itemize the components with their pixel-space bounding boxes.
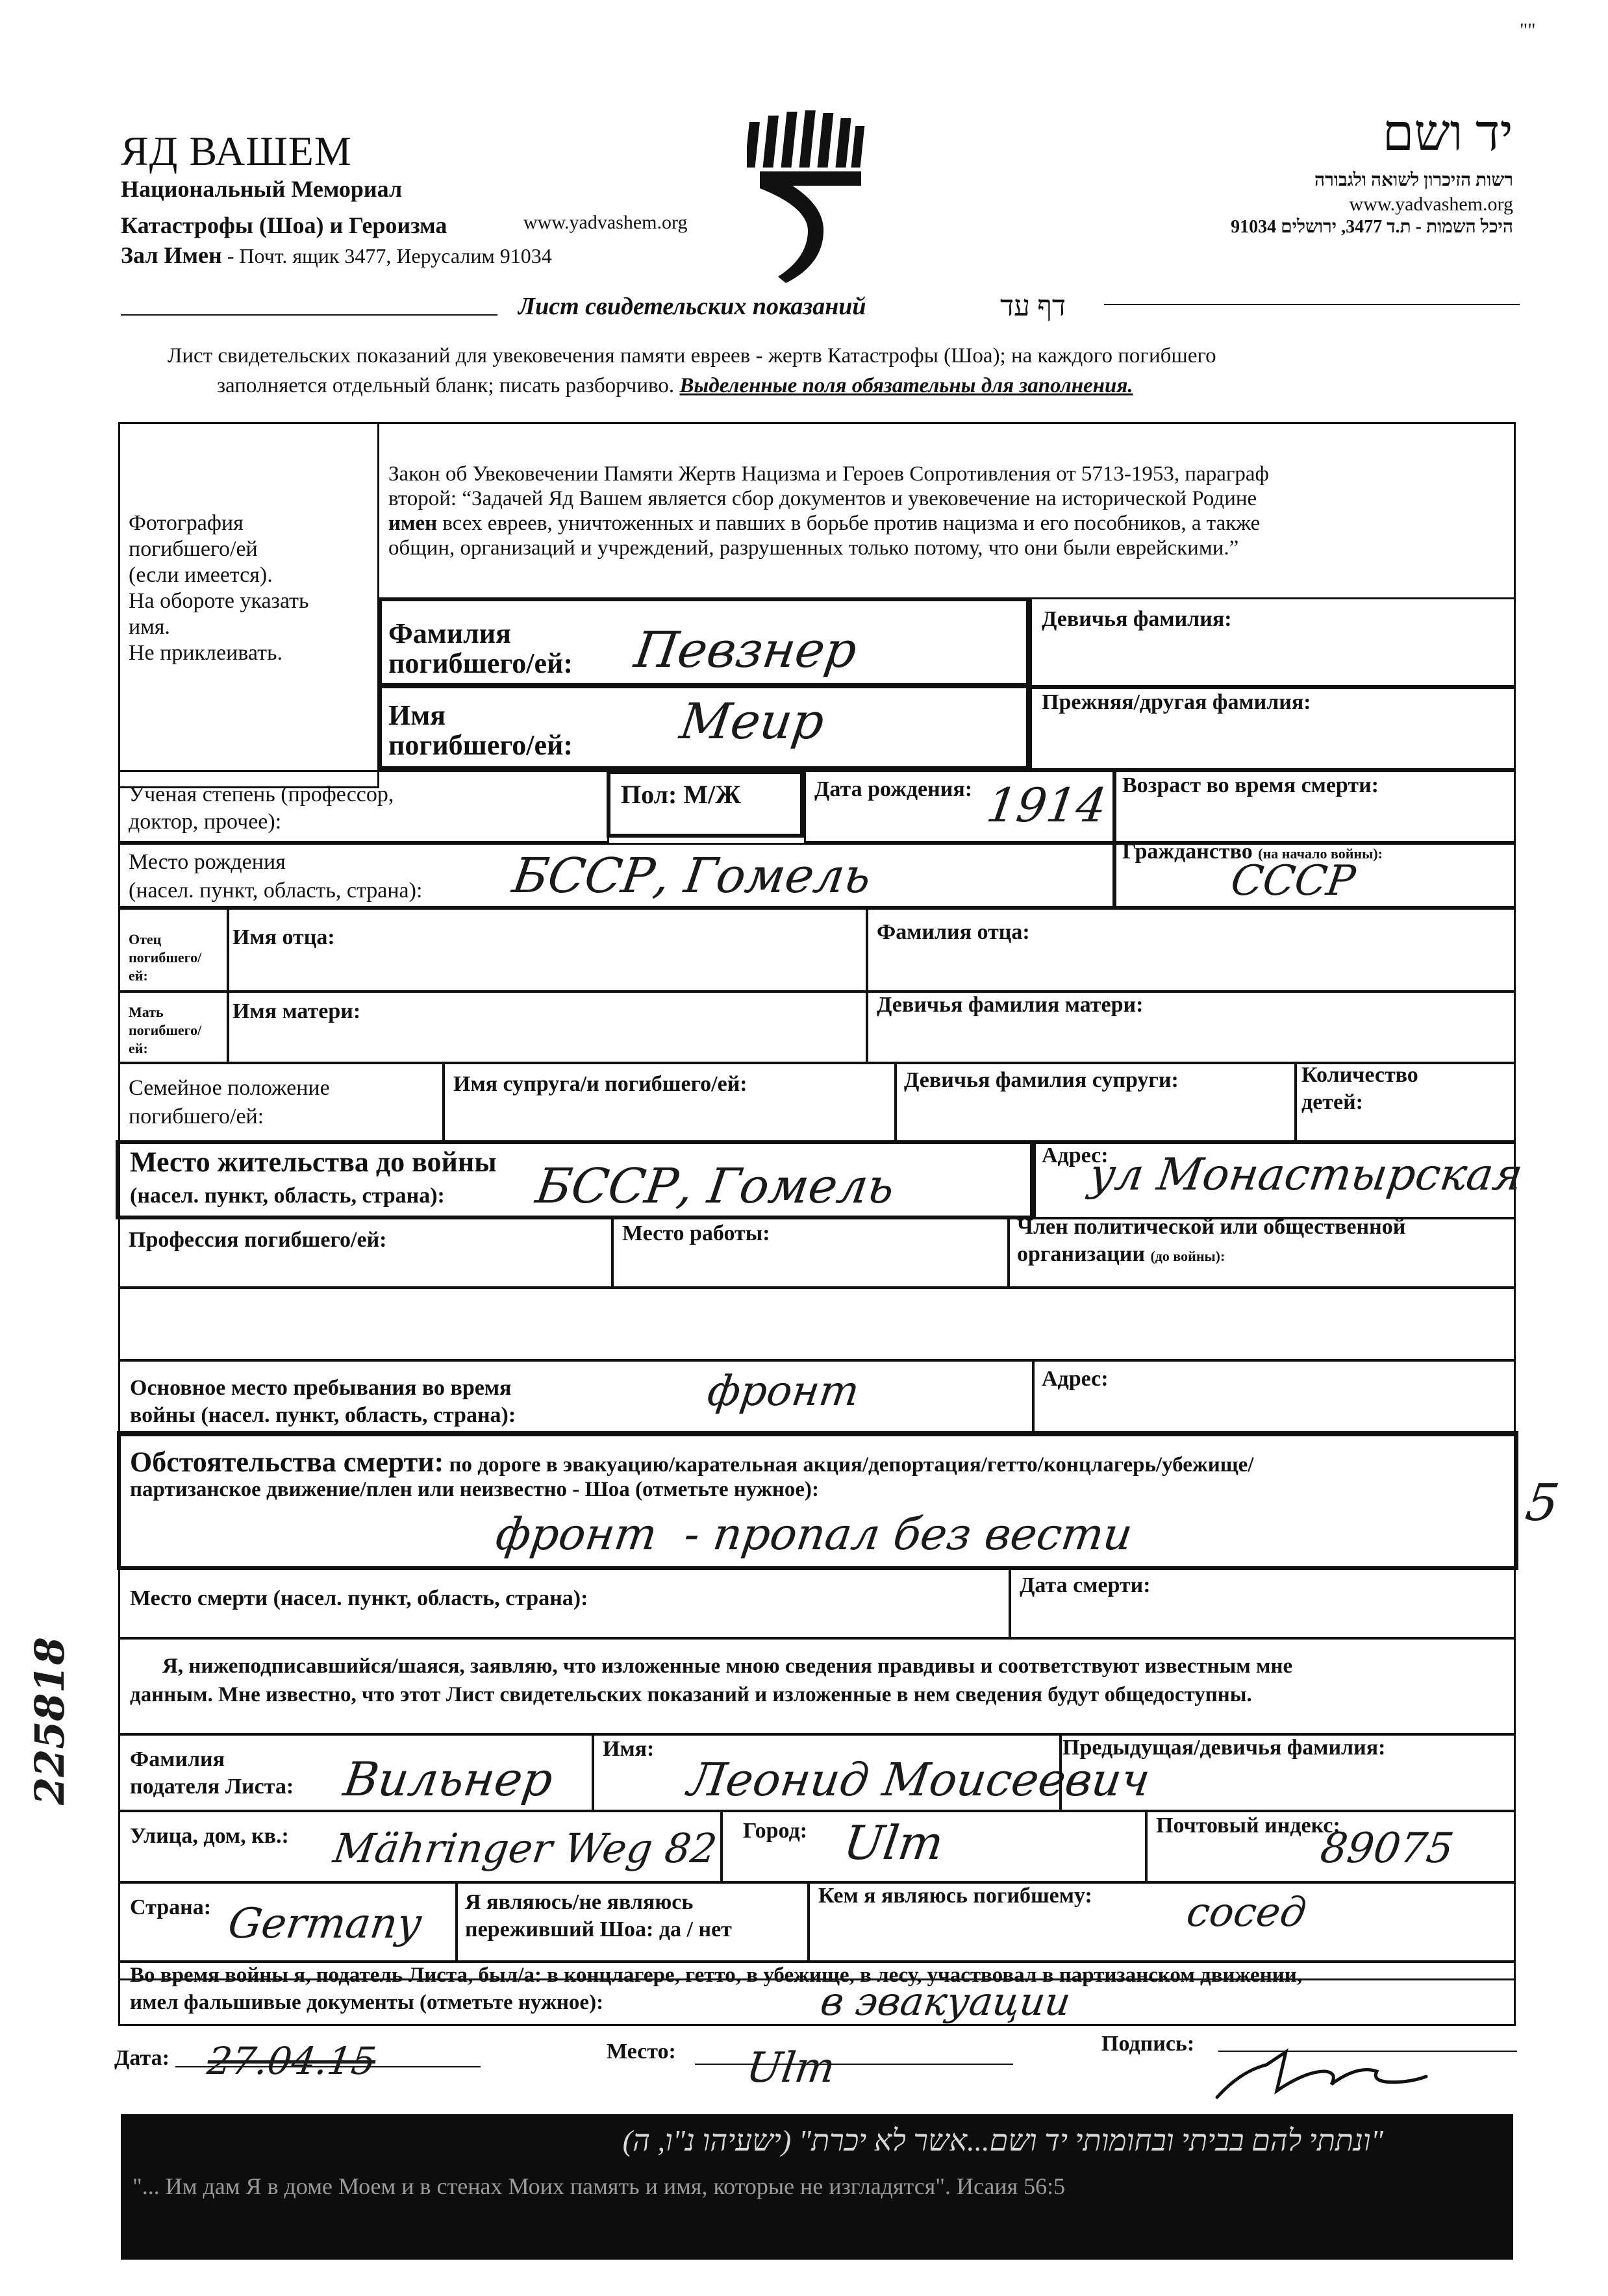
death-date-label: Дата смерти:: [1020, 1573, 1151, 1597]
photo-line-4: На обороте указать: [129, 589, 309, 613]
org-title-he: יד ושם: [1382, 105, 1513, 161]
relation-value[interactable]: сосед: [1183, 1888, 1309, 1936]
first-name-label-1: Имя: [388, 699, 446, 731]
children-label-1: Количество: [1301, 1063, 1418, 1087]
death-place-label: Место смерти (насел. пункт, область, страна):: [130, 1586, 588, 1610]
sub-prev-label: Предыдущая/девичья фамилия:: [1062, 1736, 1386, 1760]
sub-surname-value[interactable]: Вильнер: [340, 1752, 557, 1806]
residence-sub: (насел. пункт, область, страна):: [130, 1184, 445, 1208]
residence-value[interactable]: БССР, Гомель: [532, 1158, 898, 1214]
zip-value[interactable]: 89075: [1317, 1825, 1457, 1873]
marital-label-1: Семейное положение: [129, 1076, 330, 1100]
father-side-3: ей:: [129, 967, 148, 984]
country-value[interactable]: Germany: [225, 1900, 425, 1948]
spouse-name-label: Имя супруга/и погибшего/ей:: [453, 1072, 747, 1096]
sub-surname-label-2: подателя Листа:: [130, 1775, 294, 1799]
father-surname-label: Фамилия отца:: [877, 920, 1030, 944]
law-line-3: [388, 510, 1260, 536]
place-rule: [695, 2064, 1013, 2065]
degree-label-2: доктор, прочее):: [129, 810, 282, 834]
org-line3-ru: Катастрофы (Шоа) и Героизма: [121, 212, 447, 238]
org-url-left[interactable]: www.yadvashem.org: [523, 212, 688, 233]
survivor-text: переживший Шоа:: [465, 1917, 654, 1941]
org-url-right[interactable]: www.yadvashem.org: [1349, 193, 1513, 215]
wartime-place-value[interactable]: фронт: [704, 1367, 862, 1416]
org-member-note: (до войны):: [1150, 1248, 1225, 1264]
address-value[interactable]: ул Монастырская: [1086, 1149, 1526, 1201]
relation-label: Кем я являюсь погибшему:: [818, 1884, 1092, 1908]
mother-name-label: Имя матери:: [232, 999, 361, 1023]
sub-name-label: Имя:: [603, 1737, 655, 1761]
photo-line-2: погибшего/ей: [129, 537, 258, 561]
birth-place-label-2: (насел. пункт, область, страна):: [129, 879, 423, 903]
photo-line-5: имя.: [129, 615, 170, 639]
place-value[interactable]: Ulm: [743, 2044, 838, 2092]
corner-mark: "": [1520, 19, 1536, 41]
wartime-place-label-1: Основное место пребывания во время: [130, 1376, 512, 1400]
blank-row: [118, 1287, 1516, 1361]
date-value[interactable]: 27.04.15: [205, 2039, 379, 2083]
death-circ-line1: [130, 1445, 1253, 1479]
org-member-label-1: Член политической или общественной: [1017, 1215, 1406, 1239]
street-value[interactable]: Mähringer Weg 82: [330, 1825, 720, 1872]
city-label: Город:: [743, 1819, 808, 1843]
photo-line-3: (если имеется).: [129, 563, 273, 587]
law-line-3-rest: всех евреев, уничтоженных и павших в борьбе против нацизма и его пособников, а также: [437, 512, 1261, 535]
signature-mark: [1214, 2045, 1429, 2104]
wartime-place-label-2: войны (насел. пункт, область, страна):: [130, 1403, 516, 1427]
place-label: Место:: [607, 2040, 676, 2064]
margin-mark: 5: [1522, 1474, 1563, 1532]
hall-of-names: Зал Имен: [121, 242, 222, 268]
first-name-label-2: погибшего/ей:: [388, 729, 573, 761]
declaration-line1: Я, нижеподписавшийся/шаяся, заявляю, что изложенные мною сведения правдивы и соответствуют известным мне: [162, 1654, 1293, 1678]
org-he-line3: היכל השמות - ת.ד 3477, ירושלים 91034: [1231, 217, 1513, 237]
sub-surname-label-1: Фамилия: [130, 1747, 225, 1771]
zip-label: Почтовый индекс:: [1156, 1814, 1340, 1838]
citizenship-note: (на начало войны):: [1258, 845, 1383, 862]
declaration-line2: данным. Мне известно, что этот Лист свидетельских показаний и изложенные в нем сведения будут общедоступны.: [130, 1683, 1252, 1706]
children-label-2: детей:: [1301, 1090, 1363, 1114]
residence-label: Место жительства до войны: [130, 1146, 497, 1178]
survivor-options[interactable]: да / нет: [659, 1917, 732, 1941]
footer-quote-ru: "... Им дам Я в доме Моем и в стенах Моих память и имя, которые не изгладятся". Исаия 56:5: [132, 2173, 1066, 2199]
footer-quote-he: "ונתתי להם בביתי ובחומותי יד ושם...אשר לא יכרת" (ישעיהו נ"ו, ה): [622, 2124, 1383, 2157]
intro-text: заполняется отдельный бланк; писать разборчиво.: [217, 374, 680, 397]
yad-vashem-logo: [747, 109, 870, 284]
wartime-address-label: Адрес:: [1042, 1367, 1109, 1391]
marital-box: [118, 1062, 444, 1144]
sub-name-value[interactable]: Леонид Моисеевич: [685, 1753, 1153, 1806]
death-circ-rest: по дороге в эвакуацию/карательная акция/депортация/гетто/концлагерь/убежище/: [444, 1453, 1254, 1477]
mother-side-1: Мать: [129, 1004, 164, 1020]
intro-emphasis: Выделенные поля обязательны для заполнения.: [679, 374, 1133, 397]
title-rule-right: [1104, 304, 1520, 305]
birth-place-label-1: Место рождения: [129, 850, 286, 874]
spouse-maiden-label: Девичья фамилия супруги:: [904, 1068, 1179, 1092]
citizenship-text: Гражданство: [1122, 840, 1253, 864]
org-he-line2: רשות הזיכרון לשואה ולגבורה: [1314, 170, 1513, 190]
mother-maiden-label: Девичья фамилия матери:: [877, 993, 1144, 1017]
father-side-2: погибшего/: [129, 949, 202, 966]
org-member-text: организации: [1017, 1242, 1145, 1266]
photo-line-6: Не приклеивать.: [129, 641, 283, 665]
death-circ-value[interactable]: фронт - пропал без вести: [492, 1509, 1136, 1560]
law-names: имен: [388, 512, 438, 535]
mother-side-3: ей:: [129, 1040, 148, 1056]
country-label: Страна:: [130, 1895, 212, 1919]
father-name-label: Имя отца:: [232, 925, 335, 949]
sub-wartime-label2: имел фальшивые документы (отметьте нужное):: [130, 1991, 604, 2014]
marital-label-2: погибшего/ей:: [129, 1104, 264, 1129]
archive-number: 225818: [26, 1637, 73, 1805]
survivor-label-1: Я являюсь/не являюсь: [465, 1890, 694, 1914]
survivor-label-2: [465, 1917, 732, 1943]
title-rule-left: [121, 314, 497, 316]
org-line2-ru: Национальный Мемориал: [121, 176, 403, 202]
prev-surname-label: Прежняя/другая фамилия:: [1042, 690, 1311, 714]
law-line-1: Закон об Увековечении Памяти Жертв Нацизма и Героев Сопротивления от 5713-1953, параграф: [388, 462, 1269, 486]
mother-side-2: погибшего/: [129, 1022, 202, 1038]
sub-wartime-value[interactable]: в эвакуации: [818, 1979, 1074, 2025]
first-name-value[interactable]: Меир: [676, 692, 828, 750]
age-label: Возраст во время смерти:: [1122, 773, 1379, 797]
birth-place-value[interactable]: БССР, Гомель: [509, 848, 875, 904]
law-line-4: общин, организаций и учреждений, разрушенных только потому, что они были еврейскими.”: [388, 536, 1239, 560]
po-box: - Почт. ящик 3477, Иерусалим 91034: [221, 244, 552, 268]
org-member-label-2: [1017, 1242, 1225, 1267]
surname-value[interactable]: Певзнер: [631, 621, 861, 679]
intro-line2: [217, 374, 1133, 398]
citizenship-value[interactable]: СССР: [1227, 857, 1359, 905]
street-label: Улица, дом, кв.:: [130, 1824, 289, 1848]
photo-line-1: Фотография: [129, 511, 244, 535]
address-label: Адрес:: [1042, 1143, 1109, 1167]
sex-label[interactable]: Пол: М/Ж: [621, 780, 741, 809]
surname-label-1: Фамилия: [388, 618, 511, 649]
org-address-ru: [121, 242, 552, 269]
signature-label: Подпись:: [1101, 2032, 1195, 2056]
birth-date-label: Дата рождения:: [814, 777, 973, 801]
org-title-ru: ЯД ВАШЕМ: [121, 128, 352, 174]
birth-date-value[interactable]: 1914: [983, 778, 1111, 832]
degree-label-1: Ученая степень (профессор,: [129, 782, 394, 806]
profession-label: Профессия погибшего/ей:: [129, 1228, 387, 1252]
city-value[interactable]: Ulm: [840, 1816, 947, 1870]
death-circ-title: Обстоятельства смерти:: [130, 1446, 444, 1478]
law-line-2: второй: “Задачей Яд Вашем является сбор документов и увековечение на исторической Родине: [388, 487, 1257, 510]
sub-wartime-label: Во время войны я, податель Листа, был/а: в концлагере, гетто, в убежище, в лесу, участвовал в партизанском движении,: [130, 1964, 1302, 1987]
workplace-label: Место работы:: [622, 1221, 770, 1245]
intro-line1: Лист свидетельских показаний для увековечения памяти евреев - жертв Катастрофы (Шоа); на каждого погибшего: [168, 344, 1216, 368]
surname-label-2: погибшего/ей:: [388, 647, 573, 679]
father-side-1: Отец: [129, 931, 162, 947]
form-title: Лист свидетельских показаний: [518, 293, 866, 320]
death-circ-line2: партизанское движение/плен или неизвестно - Шоа (отметьте нужное):: [130, 1478, 819, 1501]
date-label: Дата:: [114, 2046, 170, 2070]
form-title-he: דף עד: [1000, 290, 1066, 322]
maiden-label: Девичья фамилия:: [1042, 607, 1232, 631]
